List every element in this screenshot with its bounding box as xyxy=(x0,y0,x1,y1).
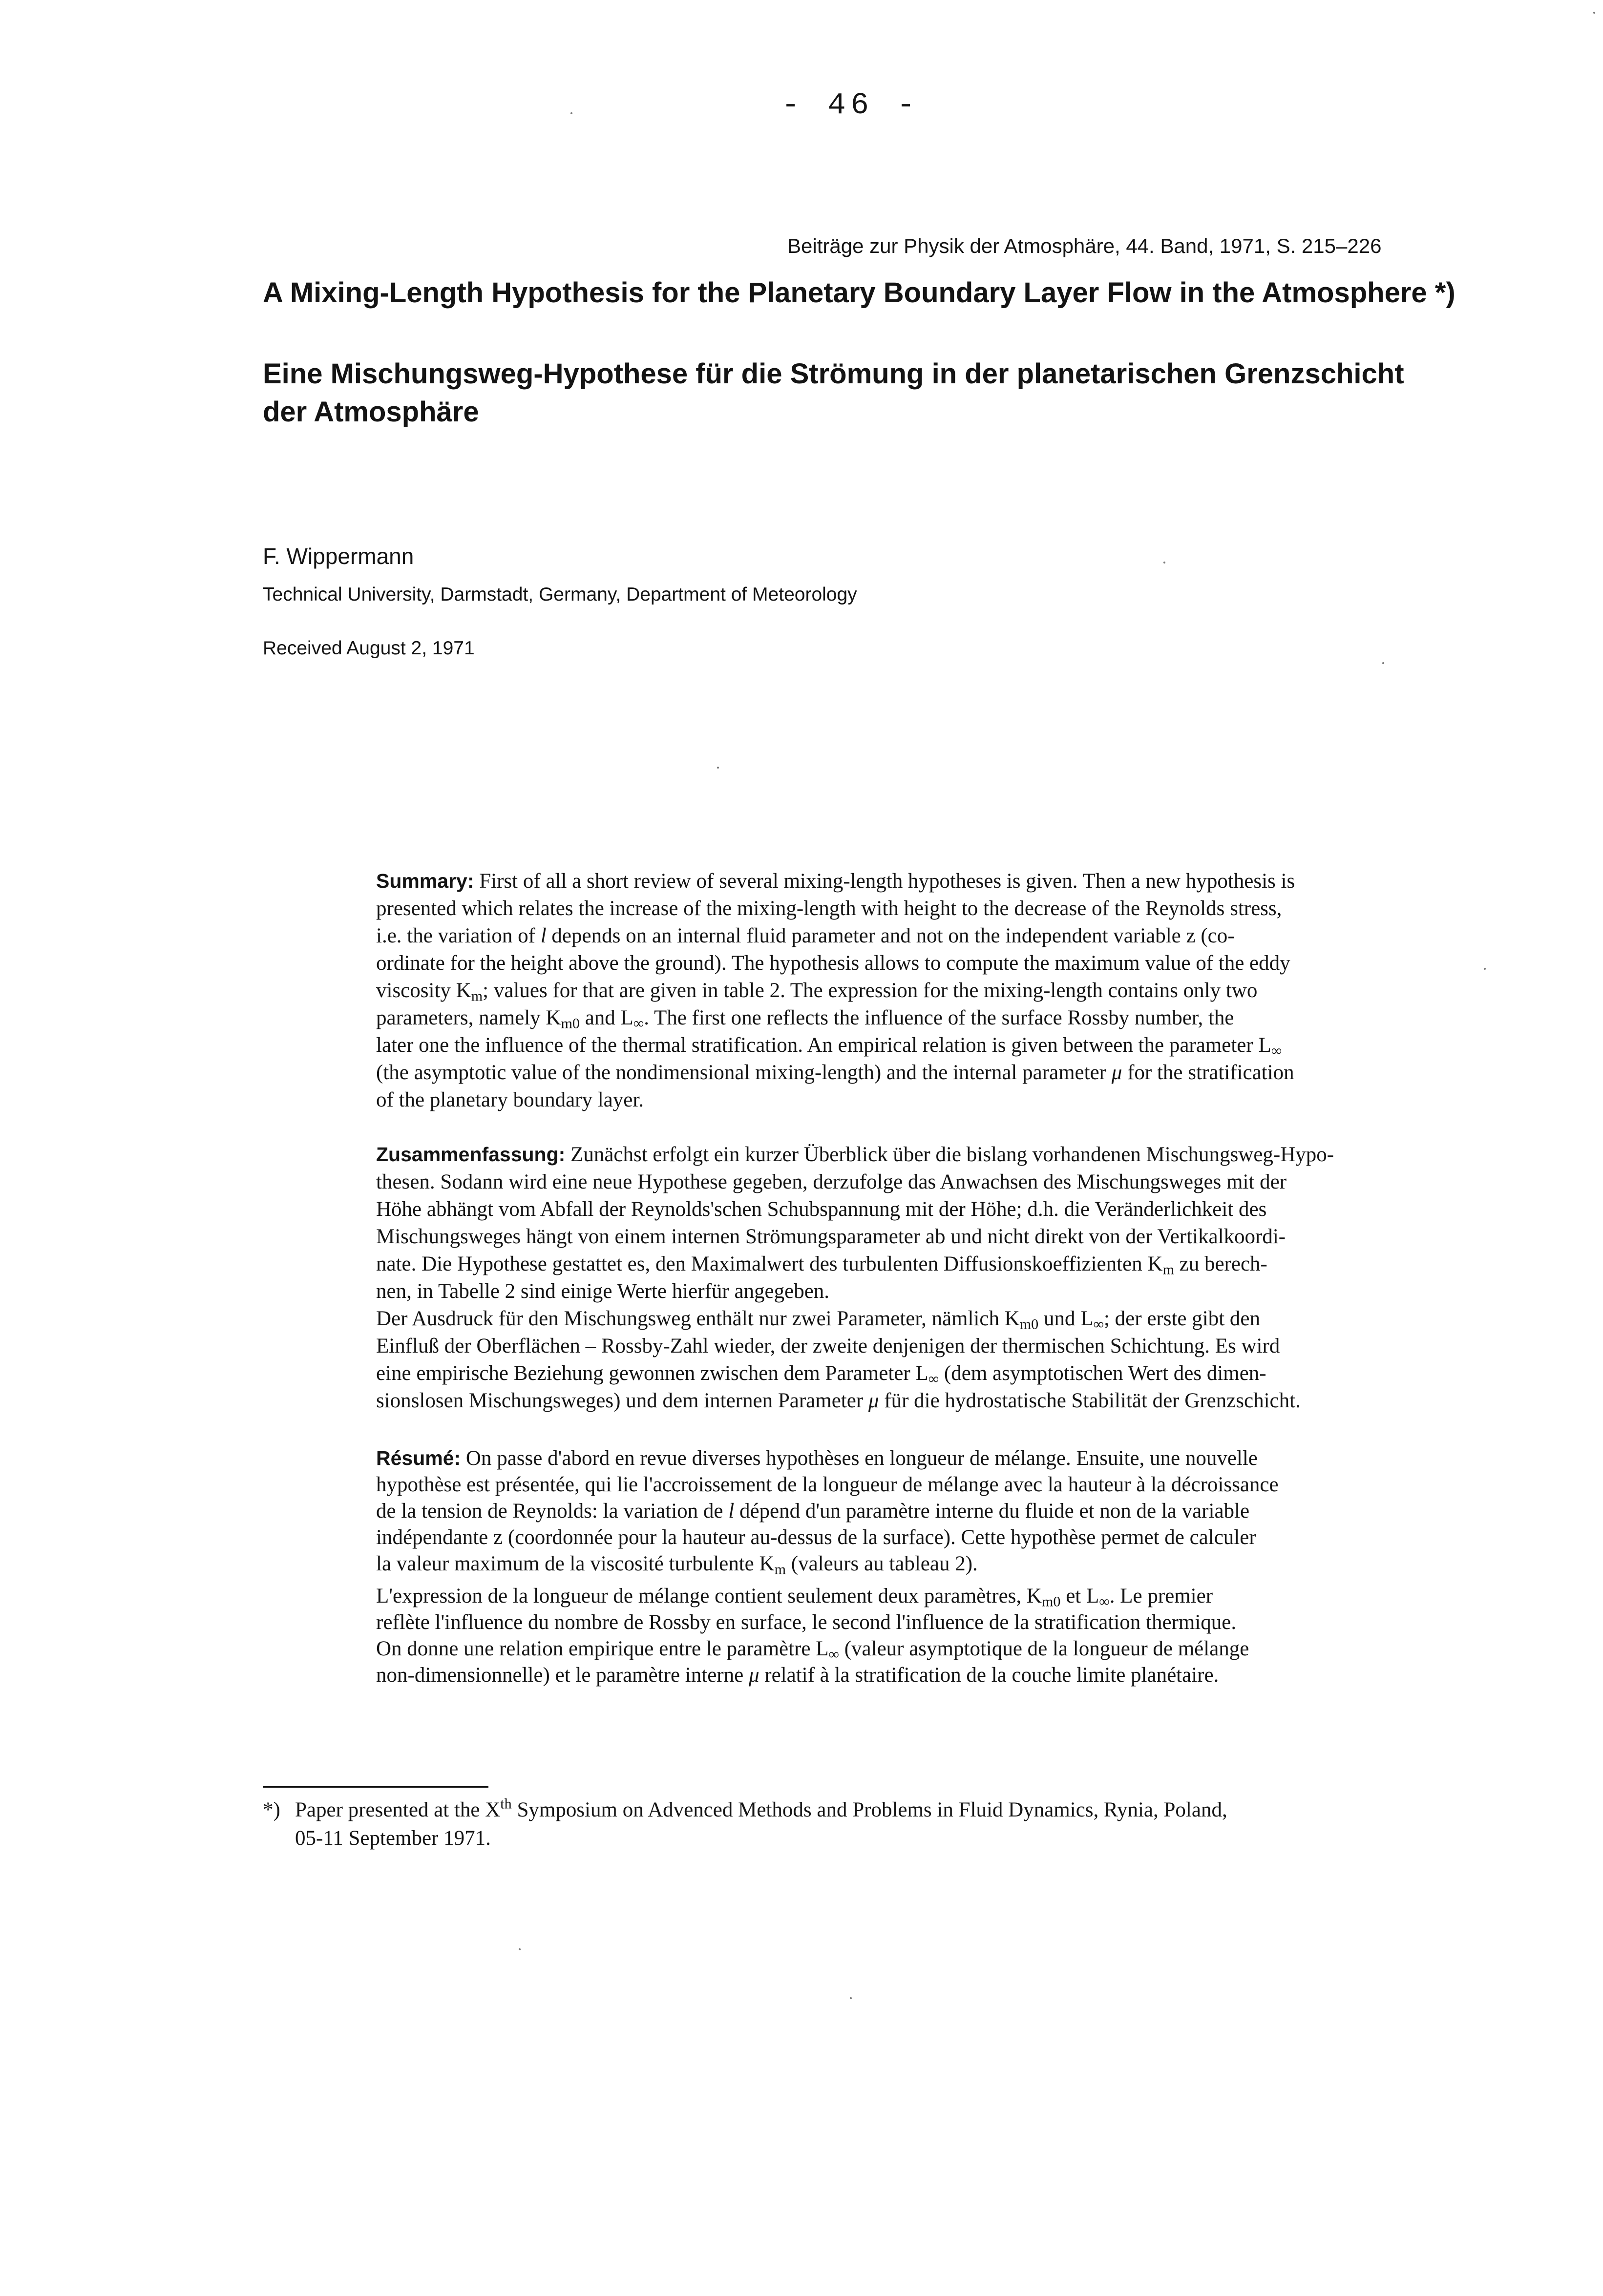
resume-line-2: hypothèse est présentée, qui lie l'accroissement de la longueur de mélange avec la hauteur à la décroissance xyxy=(376,1473,1279,1496)
resume-line-1: Résumé: On passe d'abord en revue diverses hypothèses en longueur de mélange. Ensuite, une nouvelle xyxy=(376,1447,1258,1470)
zusammenfassung-line-4: Mischungsweges hängt von einem internen Strömungsparameter ab und nicht direkt von der Vertikalkoordi- xyxy=(376,1225,1286,1248)
resume-line-4: indépendante z (coordonnée pour la hauteur au-dessus de la surface). Cette hypothèse permet de calculer xyxy=(376,1526,1256,1549)
summary-line-8: (the asymptotic value of the nondimensional mixing-length) and the internal parameter μ for the stratification xyxy=(376,1061,1294,1084)
resume-line-7: reflète l'influence du nombre de Rossby en surface, le second l'influence de la stratification thermique. xyxy=(376,1611,1237,1634)
footnote-marker: *) xyxy=(263,1798,280,1821)
title-german-line-2: der Atmosphäre xyxy=(263,396,479,428)
resume-line-3: de la tension de Reynolds: la variation de l dépend d'un paramètre interne du fluide et non de la variable xyxy=(376,1500,1250,1523)
author: F. Wippermann xyxy=(263,543,414,569)
zusammenfassung-label: Zusammenfassung: xyxy=(376,1143,566,1166)
zusammenfassung-line-8: Einfluß der Oberflächen – Rossby-Zahl wieder, der zweite denjenigen der thermischen Schichtung. Es wird xyxy=(376,1335,1280,1357)
scan-speck xyxy=(850,1997,852,1999)
title-german-line-1: Eine Mischungsweg-Hypothese für die Strömung in der planetarischen Grenzschicht xyxy=(263,358,1404,390)
zusammenfassung-line-7: Der Ausdruck für den Mischungsweg enthält nur zwei Parameter, nämlich $K_{m0}$ und $L_\infty$; der erste gibt den xyxy=(376,1307,1260,1333)
zusammenfassung-line-3: Höhe abhängt vom Abfall der Reynolds'schen Schubspannung mit der Höhe; d.h. die Veränderlichkeit des xyxy=(376,1198,1267,1221)
scan-speck xyxy=(570,112,572,114)
resume-line-6: L'expression de la longueur de mélange contient seulement deux paramètres, $K_{m0}$ et $L_\infty$. Le premier xyxy=(376,1585,1213,1610)
journal-reference: Beiträge zur Physik der Atmosphäre, 44. Band, 1971, S. 215–226 xyxy=(787,234,1382,257)
affiliation: Technical University, Darmstadt, Germany, Department of Meteorology xyxy=(263,584,857,605)
scan-speck xyxy=(1484,968,1486,970)
summary-line-6: parameters, namely $K_{m0}$ and $L_\infty$. The first one reflects the influence of the surface Rossby number, the xyxy=(376,1006,1234,1032)
scan-speck xyxy=(1593,12,1595,14)
resume-line-9: non-dimensionnelle) et le paramètre interne μ relatif à la stratification de la couche limite planétaire. xyxy=(376,1664,1219,1687)
resume-line-5: la valeur maximum de la viscosité turbulente $K_m$ (valeurs au tableau 2). xyxy=(376,1552,978,1578)
scan-speck xyxy=(1382,662,1384,664)
scan-speck xyxy=(519,1948,521,1950)
received-date: Received August 2, 1971 xyxy=(263,638,475,659)
footnote-line-1: Paper presented at the Xth Symposium on Advenced Methods and Problems in Fluid Dynamics, Rynia, Poland, xyxy=(295,1795,1227,1821)
summary-label: Summary: xyxy=(376,870,474,892)
title-english: A Mixing-Length Hypothesis for the Planetary Boundary Layer Flow in the Atmosphere *) xyxy=(263,277,1455,309)
summary-line-9: of the planetary boundary layer. xyxy=(376,1088,644,1111)
resume-label: Résumé: xyxy=(376,1447,461,1469)
summary-line-5: viscosity $K_m$; values for that are given in table 2. The expression for the mixing-length contains only two xyxy=(376,979,1258,1004)
summary-line-1: Summary: First of all a short review of several mixing-length hypotheses is given. Then a new hypothesis is xyxy=(376,870,1295,893)
zusammenfassung-line-5: nate. Die Hypothese gestattet es, den Maximalwert des turbulenten Diffusionskoeffizienten $K_m$ zu berech- xyxy=(376,1252,1267,1278)
summary-line-3: i.e. the variation of l depends on an internal fluid parameter and not on the independent variable z (co- xyxy=(376,924,1235,947)
zusammenfassung-line-6: nen, in Tabelle 2 sind einige Werte hierfür angegeben. xyxy=(376,1280,830,1303)
zusammenfassung-line-2: thesen. Sodann wird eine neue Hypothese gegeben, derzufolge das Anwachsen des Mischungsweges mit der xyxy=(376,1170,1287,1193)
summary-line-2: presented which relates the increase of the mixing-length with height to the decrease of the Reynolds stress, xyxy=(376,897,1282,920)
page-number: - 46 - xyxy=(781,88,920,123)
zusammenfassung-line-9: eine empirische Beziehung gewonnen zwischen dem Parameter $L_\infty$ (dem asymptotischen Wert des dimen- xyxy=(376,1362,1266,1387)
scan-speck xyxy=(717,767,719,769)
summary-line-4: ordinate for the height above the ground). The hypothesis allows to compute the maximum value of the eddy xyxy=(376,952,1290,975)
summary-line-7: later one the influence of the thermal stratification. An empirical relation is given between the parameter $L_\infty$ xyxy=(376,1034,1282,1059)
footnote-line-2: 05-11 September 1971. xyxy=(295,1827,491,1850)
zusammenfassung-line-10: sionslosen Mischungsweges) und dem internen Parameter μ für die hydrostatische Stabilität der Grenzschicht. xyxy=(376,1389,1301,1412)
zusammenfassung-line-1: Zusammenfassung: Zunächst erfolgt ein kurzer Überblick über die bislang vorhandenen Mischungsweg-Hypo- xyxy=(376,1143,1334,1166)
footnote-divider xyxy=(263,1786,488,1788)
scan-speck xyxy=(1163,562,1165,564)
resume-line-8: On donne une relation empirique entre le paramètre $L_\infty$ (valeur asymptotique de la longueur de mélange xyxy=(376,1637,1249,1663)
